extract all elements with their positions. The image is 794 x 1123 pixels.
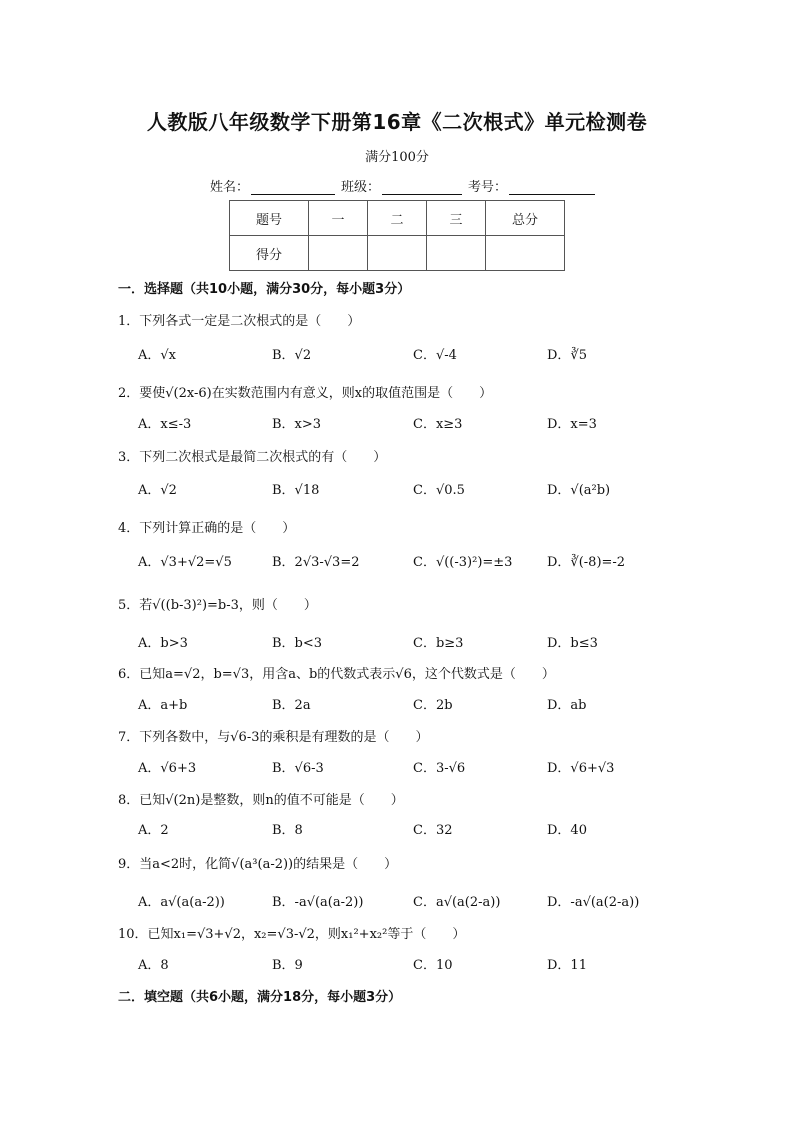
class-blank[interactable] [382,180,462,195]
score-table-header-cell: 题号 [230,201,309,236]
name-blank[interactable] [251,180,335,195]
option-b[interactable]: B．√18 [272,483,320,498]
question-stem: 8．已知√(2n)是整数，则n的值不可能是（ ） [118,793,404,808]
score-table-score-row [230,236,565,271]
option-a[interactable]: A．2 [138,823,169,838]
option-a[interactable]: A．√x [138,348,177,363]
score-table-header-cell: 二 [368,201,427,236]
option-c[interactable]: C．32 [413,823,453,838]
option-d[interactable]: D．40 [547,823,587,838]
option-d[interactable]: D．√(a²b) [547,483,611,498]
score-cell[interactable] [427,236,486,271]
class-label: 班级： [341,180,381,195]
question-stem: 5．若√((b-3)²)=b-3，则（ ） [118,598,317,613]
exam-number-label: 考号： [468,180,508,195]
option-d[interactable]: D．∛5 [547,348,587,363]
exam-title: 人教版八年级数学下册第16章《二次根式》单元检测卷 [146,110,648,134]
option-b[interactable]: B．9 [272,958,303,973]
option-d[interactable]: D．ab [547,698,587,713]
question-stem: 9．当a<2时，化简√(a³(a-2))的结果是（ ） [118,857,398,872]
option-b[interactable]: B．√2 [272,348,312,363]
option-d[interactable]: D．∛(-8)=-2 [547,555,626,570]
option-a[interactable]: A．√3+√2=√5 [138,555,232,570]
option-c[interactable]: C．√-4 [413,348,457,363]
option-b[interactable]: B．2a [272,698,311,713]
option-b[interactable]: B．2√3-√3=2 [272,555,360,570]
question-stem: 4．下列计算正确的是（ ） [118,521,296,536]
score-table-header-cell: 总分 [486,201,565,236]
question-stem: 1．下列各式一定是二次根式的是（ ） [118,314,361,329]
section-heading: 二．填空题（共6小题，满分18分，每小题3分） [118,990,402,1005]
option-b[interactable]: B．√6-3 [272,761,324,776]
score-table-header-cell: 三 [427,201,486,236]
name-label: 姓名： [210,180,250,195]
option-c[interactable]: C．10 [413,958,453,973]
option-c[interactable]: C．b≥3 [413,636,464,651]
option-b[interactable]: B．8 [272,823,303,838]
option-a[interactable]: A．b>3 [138,636,188,651]
score-table-header-cell: 一 [309,201,368,236]
option-b[interactable]: B．b<3 [272,636,323,651]
option-c[interactable]: C．√((-3)²)=±3 [413,555,513,570]
option-d[interactable]: D．√6+√3 [547,761,615,776]
student-info-line [210,176,601,195]
section-heading: 一．选择题（共10小题，满分30分，每小题3分） [118,282,411,297]
question-stem: 10．已知x₁=√3+√2，x₂=√3-√2，则x₁²+x₂²等于（ ） [118,927,466,942]
option-d[interactable]: D．b≤3 [547,636,598,651]
score-cell[interactable] [486,236,565,271]
option-a[interactable]: A．a+b [138,698,188,713]
option-d[interactable]: D．x=3 [547,417,597,432]
option-c[interactable]: C．3-√6 [413,761,466,776]
option-d[interactable]: D．-a√(a(2-a)) [547,895,640,910]
option-d[interactable]: D．11 [547,958,587,973]
score-row-label: 得分 [230,236,309,271]
question-stem: 2．要使√(2x-6)在实数范围内有意义，则x的取值范围是（ ） [118,386,493,401]
option-c[interactable]: C．√0.5 [413,483,465,498]
option-a[interactable]: A．a√(a(a-2)) [138,895,225,910]
score-cell[interactable] [368,236,427,271]
question-stem: 3．下列二次根式是最简二次根式的有（ ） [118,450,387,465]
score-cell[interactable] [309,236,368,271]
question-stem: 6．已知a=√2，b=√3，用含a、b的代数式表示√6，这个代数式是（ ） [118,667,555,682]
option-b[interactable]: B．x>3 [272,417,322,432]
option-a[interactable]: A．8 [138,958,169,973]
option-b[interactable]: B．-a√(a(a-2)) [272,895,364,910]
option-a[interactable]: A．x≤-3 [138,417,192,432]
option-a[interactable]: A．√2 [138,483,177,498]
question-stem: 7．下列各数中，与√6-3的乘积是有理数的是（ ） [118,730,429,745]
option-c[interactable]: C．x≥3 [413,417,463,432]
option-c[interactable]: C．a√(a(2-a)) [413,895,501,910]
option-c[interactable]: C．2b [413,698,453,713]
score-table-header-row [230,201,565,236]
score-table [229,200,565,271]
exam-number-blank[interactable] [509,180,595,195]
total-score: 满分100分 [365,150,429,165]
option-a[interactable]: A．√6+3 [138,761,197,776]
